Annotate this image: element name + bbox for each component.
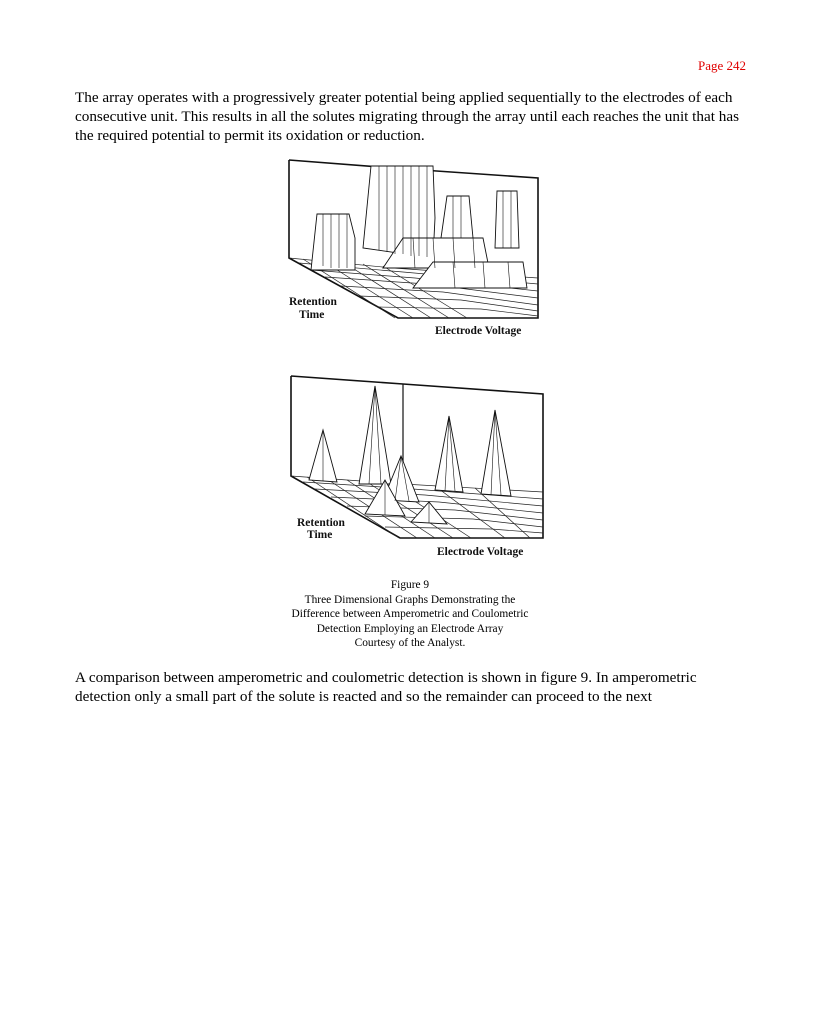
top-3d-surface-plot — [283, 158, 553, 344]
caption-line-4: Detection Employing an Electrode Array — [316, 622, 504, 635]
bottom-peak-lines — [323, 386, 501, 523]
figure-caption — [200, 578, 620, 651]
bottom-retention-label-line2: Time — [307, 529, 333, 541]
caption-line-5: Courtesy of the Analyst. — [354, 637, 466, 649]
bottom-voltage-label: Electrode Voltage — [437, 546, 524, 558]
top-retention-label-line1: Retention — [289, 296, 337, 308]
caption-line-1: Figure 9 — [390, 579, 430, 591]
page-number: Page 242 — [697, 58, 746, 73]
comparison-paragraph: A comparison between amperometric and coulometric detection is shown in figure 9. In amperometric detection only a small part of the solute is reacted and so the remainder can proceed to the next — [75, 669, 697, 705]
figure-9-top-graph — [283, 158, 553, 344]
top-retention-label-line2: Time — [299, 309, 325, 321]
top-voltage-label: Electrode Voltage — [435, 325, 522, 337]
intro-paragraph: The array operates with a progressively greater potential being applied sequentially to the electrodes of each consecutive unit. This results in all the solutes migrating through the array until each reaches the unit that has the required potential to permit its oxidation or reduction. — [75, 89, 740, 144]
bottom-3d-surface-plot — [285, 372, 555, 562]
caption-line-2: Three Dimensional Graphs Demonstrating the — [304, 593, 516, 606]
bottom-retention-label-line1: Retention — [297, 517, 345, 529]
caption-line-3: Difference between Amperometric and Coulometric — [291, 608, 529, 620]
figure-9-bottom-graph — [285, 372, 555, 562]
